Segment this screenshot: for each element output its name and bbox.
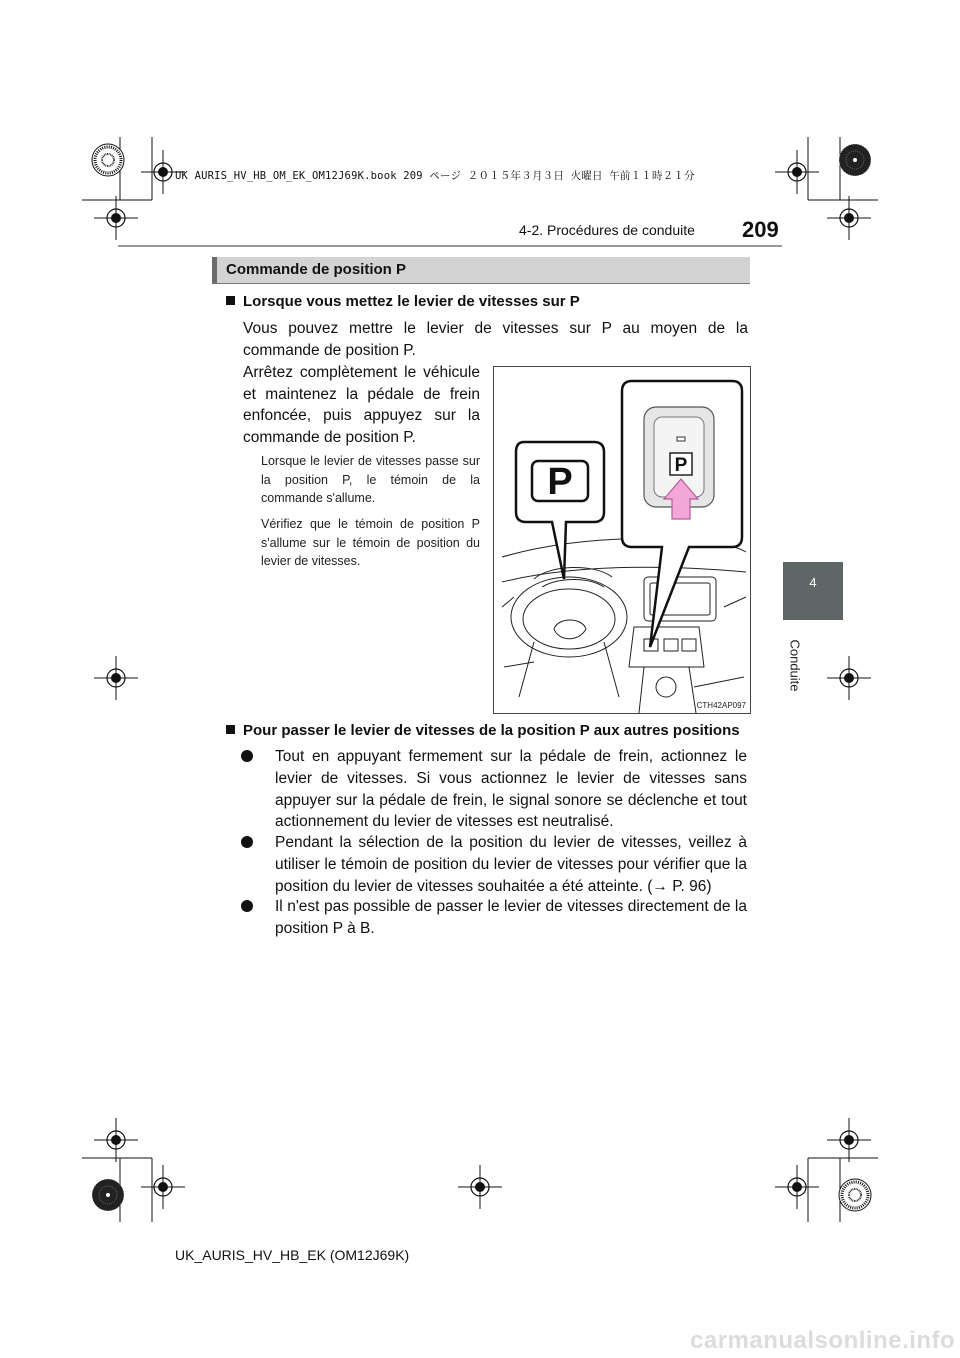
list-item-text: Il n'est pas possible de passer le levier de vitesses directement de la position P à B. — [275, 898, 747, 937]
dashboard-drawing — [494, 367, 750, 713]
chapter-number: 4 — [809, 575, 817, 590]
square-bullet-icon — [226, 296, 235, 305]
section-accent — [212, 257, 217, 283]
subheading-text: Lorsque vous mettez le levier de vitesses sur P — [243, 293, 580, 310]
bullet-dot-icon — [241, 750, 253, 762]
intro-paragraph: Vous pouvez mettre le levier de vitesses sur P au moyen de la commande de position P. — [243, 320, 748, 359]
list-item — [241, 832, 747, 897]
subheading-shift-from-p — [226, 722, 740, 739]
instruction-paragraph: Arrêtez complètement le véhicule et maintenez la pédale de frein enfoncée, puis appuyez sur la commande de position P. — [243, 364, 480, 446]
chapter-label: Conduite — [787, 639, 803, 692]
bullet-dot-icon — [241, 836, 253, 848]
note-check-indicator: Vérifiez que le témoin de position P s'allume sur le témoin de position du levier de vitesses. — [261, 517, 480, 568]
print-metadata: UK AURIS_HV_HB_OM_EK_OM12J69K.book 209 ページ ２０１５年３月３日 火曜日 午前１１時２１分 — [175, 170, 695, 182]
header-rule — [118, 245, 782, 247]
section-heading-bar — [212, 257, 750, 284]
list-item-text: Pendant la sélection de la position du levier de vitesses, veillez à utiliser le témoin de position du levier de vitesses pour vérifier que la position du levier de vitesses souhaitée a été atteinte. (→ P. 96) — [275, 834, 747, 895]
callout-left-letter: P — [547, 461, 573, 503]
section-title: Commande de position P — [226, 261, 407, 278]
note-indicator-lights: Lorsque le levier de vitesses passe sur la position P, le témoin de la commande s'allume. — [261, 454, 480, 505]
callout-right-letter: P — [674, 455, 688, 476]
chapter-tab[interactable] — [783, 562, 843, 620]
subheading-shift-to-p — [226, 293, 580, 310]
subheading-text: Pour passer le levier de vitesses de la position P aux autres positions — [243, 722, 740, 739]
figure-code: CTH42AP097 — [696, 701, 746, 710]
list-item-text: Tout en appuyant fermement sur la pédale de frein, actionnez le levier de vitesses. Si vous actionnez le levier de vitesses sans appuyer sur la pédale de frein, le signal sonore se déclenche et tout actionnement du levier de vitesses est neutralisé. — [275, 748, 747, 831]
page-number: 209 — [742, 217, 779, 242]
list-item — [241, 896, 747, 940]
document-code: UK_AURIS_HV_HB_EK (OM12J69K) — [175, 1247, 410, 1263]
watermark: carmanualsonline.info — [690, 1327, 956, 1354]
running-head: 4-2. Procédures de conduite — [519, 222, 695, 238]
square-bullet-icon — [226, 725, 235, 734]
bullet-dot-icon — [241, 900, 253, 912]
list-item — [241, 746, 747, 833]
dashboard-illustration — [493, 366, 751, 714]
